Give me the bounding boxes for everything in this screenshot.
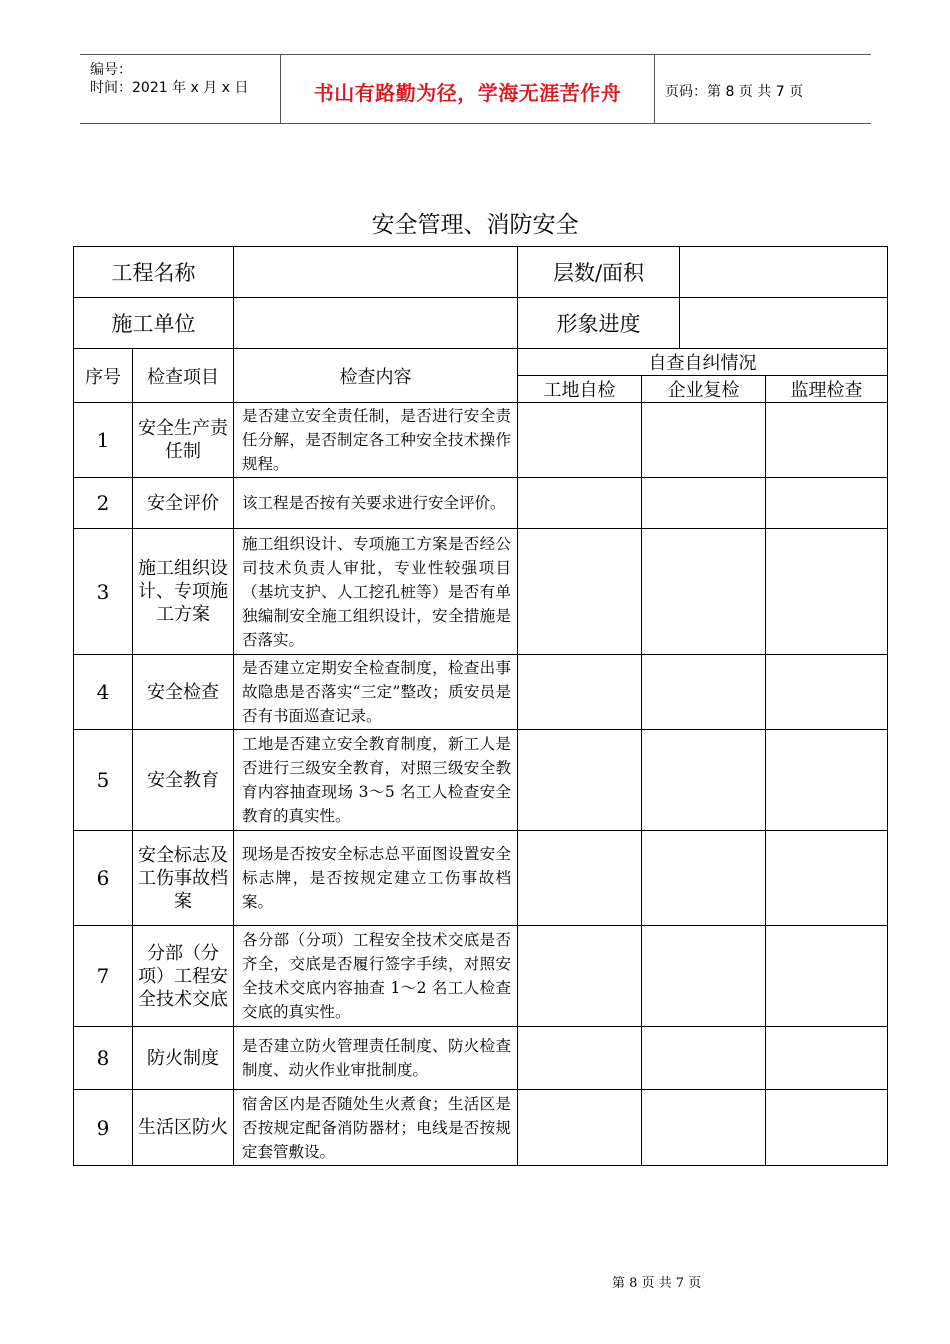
- table-row: [74, 730, 888, 831]
- site-check-cell[interactable]: [518, 730, 642, 831]
- company-recheck-cell[interactable]: [642, 1090, 766, 1166]
- row-item: 安全教育: [133, 730, 234, 831]
- table-row: [74, 831, 888, 926]
- table-row: [74, 403, 888, 478]
- supervision-check-cell[interactable]: [766, 655, 888, 730]
- supervision-check-cell[interactable]: [766, 478, 888, 529]
- row-item: 安全标志及工伤事故档案: [133, 831, 234, 926]
- progress-field[interactable]: [680, 298, 888, 349]
- site-check-cell[interactable]: [518, 831, 642, 926]
- supervision-check-cell[interactable]: [766, 403, 888, 478]
- column-header-row: [74, 349, 888, 376]
- row-number: 1: [74, 403, 133, 478]
- content-header: 检查内容: [234, 349, 518, 403]
- document-header: [80, 54, 871, 124]
- site-check-cell[interactable]: [518, 926, 642, 1027]
- row-number: 3: [74, 529, 133, 655]
- row-content: 工地是否建立安全教育制度，新工人是否进行三级安全教育，对照三级安全教育内容抽查现场 3～5 名工人检查安全教育的真实性。: [234, 730, 518, 831]
- header-meta-cell: [80, 55, 281, 123]
- company-recheck-cell[interactable]: [642, 655, 766, 730]
- site-check-cell[interactable]: [518, 529, 642, 655]
- table-row: [74, 478, 888, 529]
- company-recheck-cell[interactable]: [642, 730, 766, 831]
- header-motto-cell: [281, 55, 655, 123]
- row-number: 6: [74, 831, 133, 926]
- row-content: 是否建立防火管理责任制度、防火检查制度、动火作业审批制度。: [234, 1027, 518, 1090]
- inspection-table: [73, 246, 888, 1166]
- row-item: 防火制度: [133, 1027, 234, 1090]
- row-item: 安全生产责任制: [133, 403, 234, 478]
- site-check-cell[interactable]: [518, 655, 642, 730]
- progress-label: 形象进度: [518, 298, 680, 349]
- header-page-cell: [655, 55, 871, 123]
- floors-area-label: 层数/面积: [518, 247, 680, 298]
- row-item: 安全评价: [133, 478, 234, 529]
- info-row: [74, 298, 888, 349]
- company-recheck-cell[interactable]: [642, 831, 766, 926]
- table-row: [74, 655, 888, 730]
- company-recheck-cell[interactable]: [642, 403, 766, 478]
- page-title: 安全管理、消防安全: [371, 212, 579, 238]
- row-item: 安全检查: [133, 655, 234, 730]
- site-check-cell[interactable]: [518, 403, 642, 478]
- document-code-label: 编号：: [90, 62, 132, 78]
- row-content: 宿舍区内是否随处生火煮食；生活区是否按规定配备消防器材；电线是否按规定套管敷设。: [234, 1090, 518, 1166]
- seq-header: 序号: [74, 349, 133, 403]
- site-check-header: 工地自检: [518, 376, 642, 403]
- company-recheck-header: 企业复检: [642, 376, 766, 403]
- supervision-check-cell[interactable]: [766, 1027, 888, 1090]
- page-footer: 第 8 页 共 7 页: [612, 1276, 702, 1291]
- supervision-check-cell[interactable]: [766, 730, 888, 831]
- supervision-check-cell[interactable]: [766, 926, 888, 1027]
- row-content: 施工组织设计、专项施工方案是否经公司技术负责人审批，专业性较强项目（基坑支护、人工挖孔桩等）是否有单独编制安全施工组织设计，安全措施是否落实。: [234, 529, 518, 655]
- row-content: 该工程是否按有关要求进行安全评价。: [234, 478, 518, 529]
- row-number: 2: [74, 478, 133, 529]
- site-check-cell[interactable]: [518, 478, 642, 529]
- site-check-cell[interactable]: [518, 1090, 642, 1166]
- document-time-label: 时间：2021 年 x 月 x 日: [90, 80, 249, 96]
- company-recheck-cell[interactable]: [642, 1027, 766, 1090]
- supervision-check-cell[interactable]: [766, 529, 888, 655]
- company-recheck-cell[interactable]: [642, 478, 766, 529]
- row-number: 4: [74, 655, 133, 730]
- supervision-check-cell[interactable]: [766, 831, 888, 926]
- supervision-check-header: 监理检查: [766, 376, 888, 403]
- row-content: 是否建立定期安全检查制度，检查出事故隐患是否落实“三定”整改；质安员是否有书面巡查记录。: [234, 655, 518, 730]
- project-name-label: 工程名称: [74, 247, 234, 298]
- table-row: [74, 1090, 888, 1166]
- info-row: [74, 247, 888, 298]
- item-header: 检查项目: [133, 349, 234, 403]
- table-row: [74, 1027, 888, 1090]
- row-number: 9: [74, 1090, 133, 1166]
- row-content: 是否建立安全责任制，是否进行安全责任分解，是否制定各工种安全技术操作规程。: [234, 403, 518, 478]
- row-number: 5: [74, 730, 133, 831]
- header-motto: 书山有路勤为径，学海无涯苦作舟: [313, 81, 622, 105]
- header-page-label: 页码：第 8 页 共 7 页: [665, 84, 804, 100]
- table-row: [74, 529, 888, 655]
- floors-area-field[interactable]: [680, 247, 888, 298]
- supervision-check-cell[interactable]: [766, 1090, 888, 1166]
- project-name-field[interactable]: [234, 247, 518, 298]
- table-row: [74, 926, 888, 1027]
- row-number: 8: [74, 1027, 133, 1090]
- company-recheck-cell[interactable]: [642, 529, 766, 655]
- site-check-cell[interactable]: [518, 1027, 642, 1090]
- construction-unit-field[interactable]: [234, 298, 518, 349]
- row-content: 现场是否按安全标志总平面图设置安全标志牌，是否按规定建立工伤事故档案。: [234, 831, 518, 926]
- row-item: 生活区防火: [133, 1090, 234, 1166]
- row-number: 7: [74, 926, 133, 1027]
- construction-unit-label: 施工单位: [74, 298, 234, 349]
- row-item: 施工组织设计、专项施工方案: [133, 529, 234, 655]
- row-item: 分部（分项）工程安全技术交底: [133, 926, 234, 1027]
- row-content: 各分部（分项）工程安全技术交底是否齐全，交底是否履行签字手续，对照安全技术交底内容抽查 1～2 名工人检查交底的真实性。: [234, 926, 518, 1027]
- self-check-group-header: 自查自纠情况: [518, 349, 888, 376]
- company-recheck-cell[interactable]: [642, 926, 766, 1027]
